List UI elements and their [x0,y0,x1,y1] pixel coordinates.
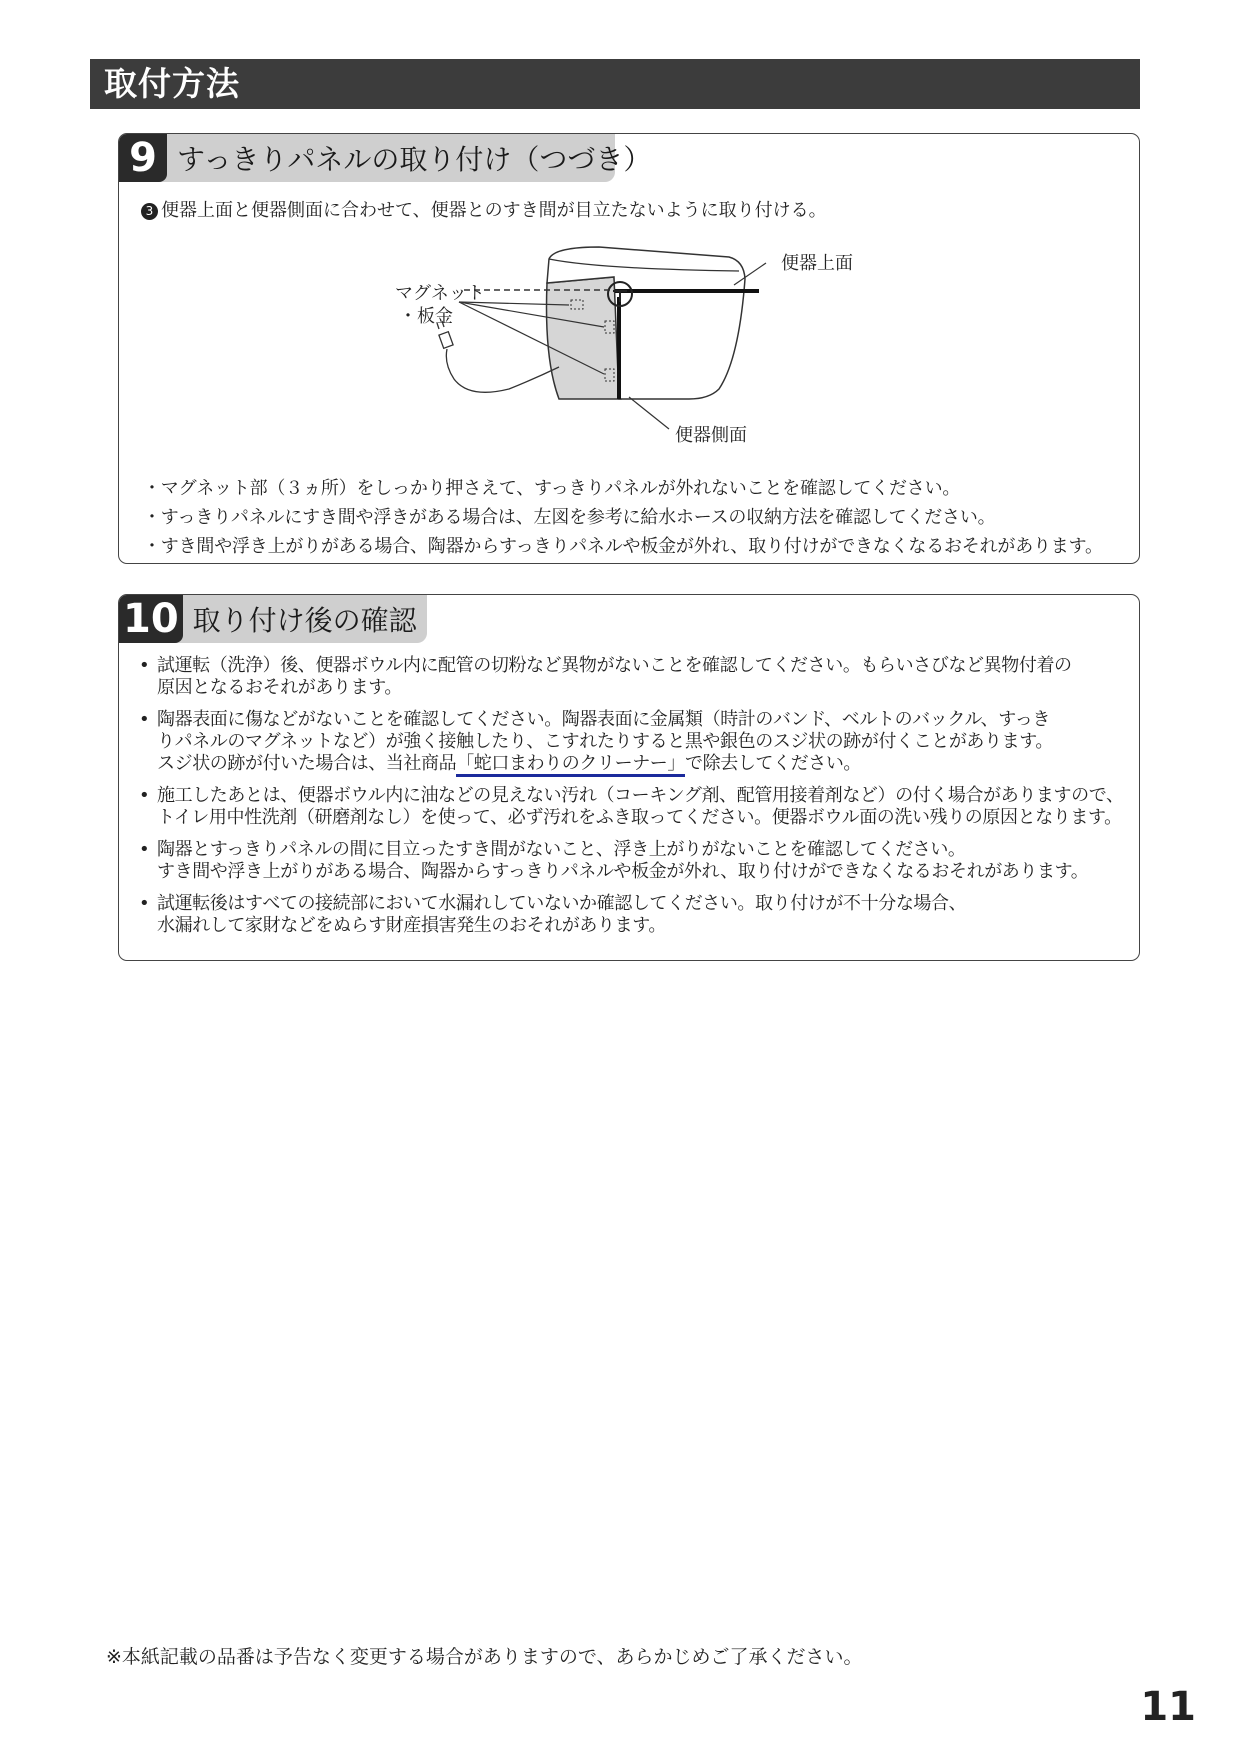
diagram-label-metal: ・板金 [399,306,453,327]
page-number: 11 [1140,1684,1196,1730]
diagram-label-top: 便器上面 [781,253,853,274]
item-line: • 試運転（洗浄）後、便器ボウル内に配管の切粉など異物がないことを確認してください。もらいさびなど異物付着の [157,655,1072,676]
item-text: スジ状の跡が付いた場合は、当社商品 [157,753,457,774]
footer-note: ※本紙記載の品番は予告なく変更する場合がありますので、あらかじめご了承ください。 [106,1646,863,1668]
section-title: すっきりパネルの取り付け（つづき） [177,143,652,176]
diagram-label-magnet: マグネット [395,283,485,304]
item-line: • 陶器とすっきりパネルの間に目立ったすき間がないこと、浮き上がりがないことを確認してください。 [157,839,966,860]
toilet-diagram [269,239,853,446]
cleaner-product-link[interactable]: 「蛇口まわりのクリーナー」 [456,753,685,777]
list-item [139,655,1129,699]
list-item [139,839,1129,883]
item-line: 原因となるおそれがあります。 [157,677,402,698]
section-heading [119,595,427,643]
list-item [139,893,1129,937]
step-text: 便器上面と便器側面に合わせて、便器とのすき間が目立たないように取り付ける。 [161,200,827,221]
section-title: 取り付け後の確認 [192,604,417,637]
note-line: ・すき間や浮き上がりがある場合、陶器からすっきりパネルや板金が外れ、取り付けができなくなるおそれがあります。 [143,536,1103,557]
section-number: 9 [119,134,167,182]
toilet-illustration [269,239,789,439]
section10-notes [139,655,1129,947]
page-title: 取付方法 [104,64,240,103]
section-post-install-check [118,594,1140,961]
section9-notes [143,474,1133,561]
item-line: • 施工したあとは、便器ボウル内に油などの見えない汚れ（コーキング剤、配管用接着剤など）の付く場合がありますので、 [157,785,1124,806]
item-line [157,753,1129,775]
section-heading [119,134,652,182]
section-panel-installation [118,133,1140,564]
item-text: で除去してください。 [685,753,862,774]
list-item [139,785,1129,829]
item-line: トイレ用中性洗剤（研磨剤なし）を使って、必ず汚れをふき取ってください。便器ボウル面の洗い残りの原因となります。 [157,807,1122,828]
item-line: 水漏れして家財などをぬらす財産損害発生のおそれがあります。 [157,915,666,936]
item-line: りパネルのマグネットなど）が強く接触したり、こすれたりすると黒や銀色のスジ状の跡が付くことがあります。 [157,731,1053,752]
step-marker: 3 [141,203,158,220]
step-instruction [141,196,827,222]
item-line: • 陶器表面に傷などがないことを確認してください。陶器表面に金属類（時計のバンド、ベルトのバックル、すっき [157,709,1050,730]
item-line: すき間や浮き上がりがある場合、陶器からすっきりパネルや板金が外れ、取り付けができなくなるおそれがあります。 [157,861,1089,882]
page-header [90,59,1140,109]
list-item [139,709,1129,775]
diagram-label-side: 便器側面 [675,425,747,446]
note-line: ・すっきりパネルにすき間や浮きがある場合は、左図を参考に給水ホースの収納方法を確認してください。 [143,507,996,528]
note-line: ・マグネット部（３ヵ所）をしっかり押さえて、すっきりパネルが外れないことを確認してください。 [143,478,961,499]
item-line: • 試運転後はすべての接続部において水漏れしていないか確認してください。取り付けが不十分な場合、 [157,893,967,914]
section-number: 10 [119,595,183,643]
